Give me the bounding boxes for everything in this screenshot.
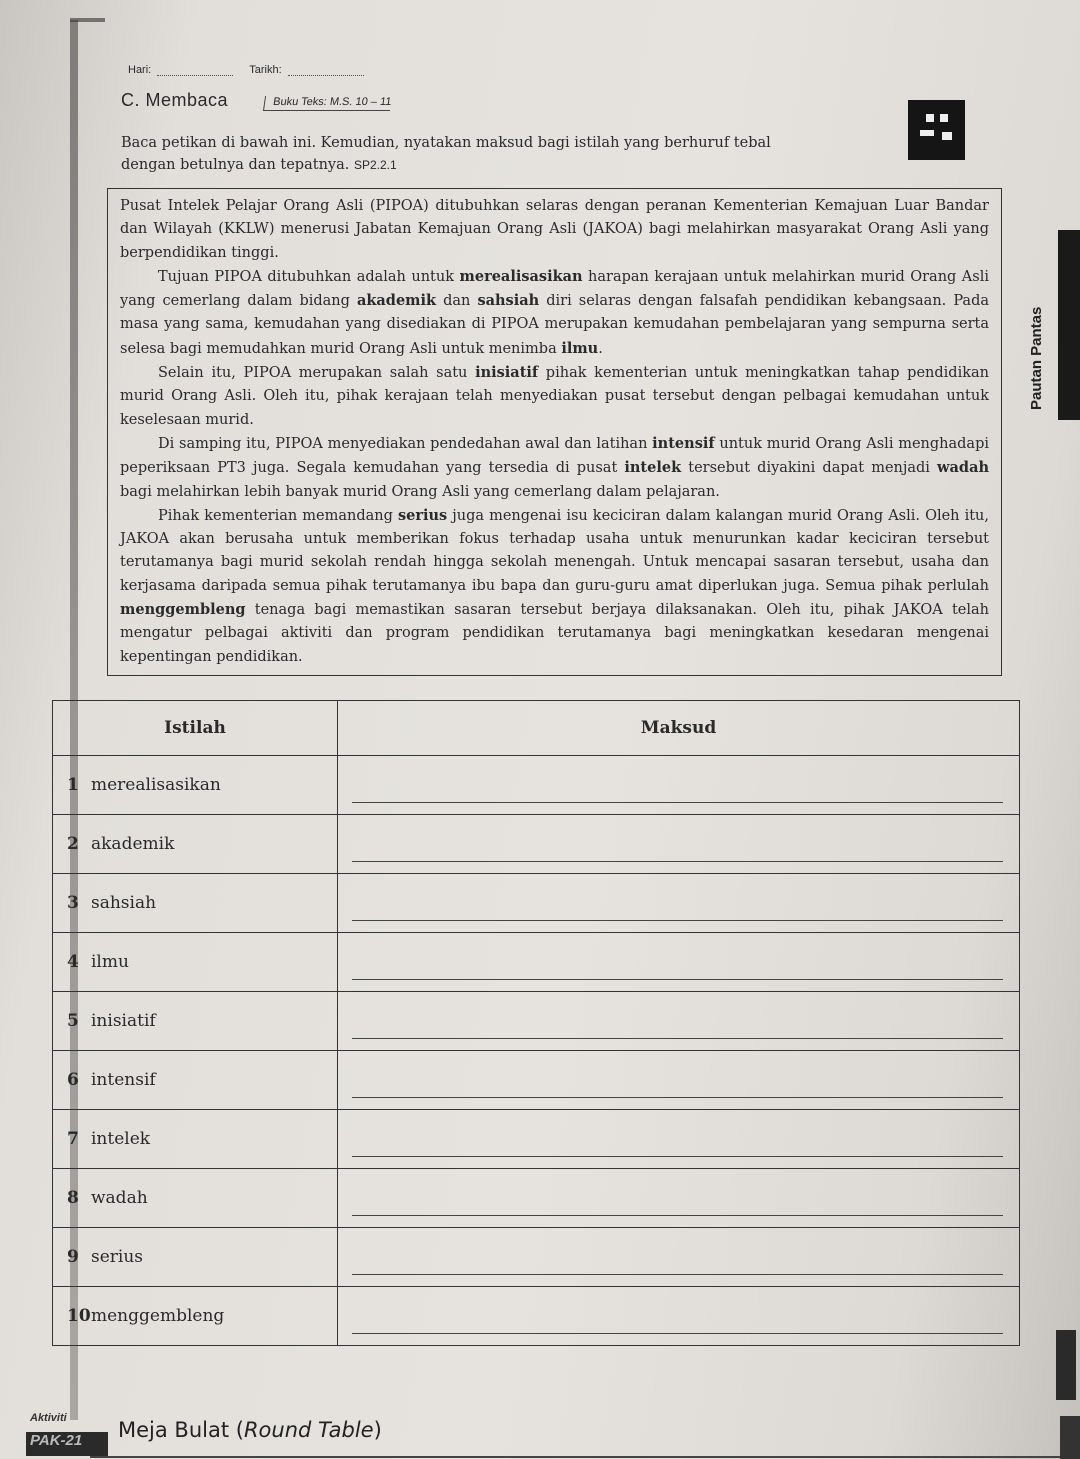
meaning-cell[interactable] [338, 815, 1020, 874]
table-row [53, 1228, 1020, 1287]
passage-paragraph: Tujuan PIPOA ditubuhkan adalah untuk merealisasikan harapan kerajaan untuk melahirkan murid Orang Asli yang cemerlang dalam bidang akademik dan sahsiah diri selaras dengan falsafah pendidikan kebangsaan. Pada masa yang sama, kemudahan yang disediakan di PIPOA merupakan kemudahan pembelajaran yang sempurna serta selesa bagi memudahkan murid Orang Asli untuk menimba ilmu. [120, 267, 989, 357]
bold-term: intensif [652, 434, 715, 452]
meaning-cell[interactable] [338, 1110, 1020, 1169]
passage-paragraph: Selain itu, PIPOA merupakan salah satu inisiatif pihak kementerian untuk meningkatkan tahap pendidikan murid Orang Asli. Oleh itu, pihak kerajaan telah menyediakan pusat tersebut dengan pelbagai kemudahan untuk keselesaan murid. [120, 364, 989, 428]
side-tab [1028, 230, 1058, 430]
meaning-cell[interactable] [338, 1287, 1020, 1346]
table-row [53, 992, 1020, 1051]
table-row [53, 874, 1020, 933]
answer-line [352, 1089, 1003, 1098]
bold-term: menggembleng [120, 601, 246, 619]
bold-term: wadah [937, 459, 990, 477]
bold-term: serius [397, 506, 448, 524]
bold-term: intelek [624, 459, 682, 477]
pak21-badge: PAK-21 [26, 1432, 108, 1456]
answer-line [352, 1207, 1003, 1216]
bold-term: merealisasikan [459, 267, 583, 285]
bold-term: akademik [356, 292, 437, 310]
table-row [53, 933, 1020, 992]
meaning-cell[interactable] [338, 1169, 1020, 1228]
term-cell: 5 inisiatif [53, 992, 338, 1051]
term-cell: 10menggembleng [53, 1287, 338, 1346]
hari-blank[interactable] [157, 64, 233, 76]
activity-title: Meja Bulat (Round Table) [118, 1418, 382, 1442]
answer-line [352, 1325, 1003, 1334]
bottom-rule [90, 1456, 1080, 1458]
table-row [53, 756, 1020, 815]
passage-paragraph: Di samping itu, PIPOA menyediakan pendedahan awal dan latihan intensif untuk murid Orang Asli menghadapi peperiksaan PT3 juga. Segala kemudahan yang tersedia di pusat intelek tersebut diyakini dapat menjadi wadah bagi melahirkan lebih banyak murid Orang Asli yang cemerlang dalam pelajaran. [120, 434, 990, 500]
table-row [53, 1110, 1020, 1169]
meaning-cell[interactable] [338, 756, 1020, 815]
meaning-cell[interactable] [338, 933, 1020, 992]
activity-label: Aktiviti [30, 1412, 67, 1424]
terms-table [52, 700, 1020, 1346]
side-tab-label: Pautan Pantas [1028, 306, 1045, 410]
instruction-part1: Baca petikan di bawah ini. Kemudian, nyatakan maksud bagi istilah yang berhuruf tebal [121, 135, 771, 151]
table-row [53, 1051, 1020, 1110]
term-cell: 8 wadah [53, 1169, 338, 1228]
answer-line [352, 1266, 1003, 1275]
answer-line [352, 971, 1003, 980]
answer-line [352, 1148, 1003, 1157]
term-cell: 7 intelek [53, 1110, 338, 1169]
section-title: C. Membaca [121, 90, 229, 110]
passage-paragraph: Pusat Intelek Pelajar Orang Asli (PIPOA) ditubuhkan selaras dengan peranan Kementerian Kemajuan Luar Bandar dan Wilayah (KKLW) menerusi Jabatan Kemajuan Orang Asli (JAKOA) bagi melahirkan masyarakat Orang Asli yang berpendidikan tinggi. [120, 198, 989, 261]
passage-paragraph: Pihak kementerian memandang serius juga mengenai isu keciciran dalam kalangan murid Orang Asli. Oleh itu, JAKOA akan berusaha untuk memberikan fokus terhadap usaha untuk menurunkan kadar keciciran tersebut terutamanya bagi murid sekolah rendah hingga sekolah menengah. Untuk mencapai sasaran tersebut, usaha dan kerjasama daripada semua pihak terutamanya ibu bapa dan guru-guru amat diperlukan juga. Semua pihak perlulah menggembleng tenaga bagi memastikan sasaran tersebut berjaya dilaksanakan. Oleh itu, pihak JAKOA telah mengatur pelbagai aktiviti dan program pendidikan terutamanya bagi meningkatkan kesedaran mengenai kepentingan pendidikan. [120, 506, 989, 665]
qr-code-icon [908, 100, 965, 160]
instruction-part2: dengan betulnya dan tepatnya. [121, 157, 350, 173]
table-row [53, 1287, 1020, 1346]
book-reference: Buku Teks: M.S. 10 – 11 [263, 96, 392, 111]
table-header-row [53, 701, 1020, 756]
bold-term: sahsiah [477, 292, 540, 310]
answer-line [352, 1030, 1003, 1039]
term-cell: 1 merealisasikan [53, 756, 338, 815]
side-tab-bottom [1040, 1330, 1080, 1400]
side-tab-bottom-strip [1056, 1330, 1076, 1400]
tarikh-label: Tarikh: [249, 64, 282, 76]
skill-code: SP2.2.1 [353, 158, 397, 172]
header-meaning: Maksud [338, 701, 1020, 756]
table-row [53, 1169, 1020, 1228]
term-cell: 3 sahsiah [53, 874, 338, 933]
bold-term: ilmu [561, 339, 599, 357]
date-row [128, 64, 374, 76]
meaning-cell[interactable] [338, 992, 1020, 1051]
header-term: Istilah [53, 701, 338, 756]
answer-line [352, 794, 1003, 803]
activity-badge [30, 1412, 83, 1449]
term-cell: 4 ilmu [53, 933, 338, 992]
meaning-cell[interactable] [338, 874, 1020, 933]
corner-block [1060, 1416, 1080, 1459]
meaning-cell[interactable] [338, 1228, 1020, 1287]
instruction-text [121, 132, 891, 176]
reading-passage [107, 188, 1002, 676]
hari-label: Hari: [128, 64, 152, 76]
term-cell: 9 serius [53, 1228, 338, 1287]
answer-line [352, 853, 1003, 862]
term-cell: 6 intensif [53, 1051, 338, 1110]
answer-line [352, 912, 1003, 921]
meaning-cell[interactable] [338, 1051, 1020, 1110]
corner-mark [70, 18, 105, 22]
bold-term: inisiatif [475, 364, 539, 382]
side-tab-strip [1058, 230, 1080, 420]
term-cell: 2 akademik [53, 815, 338, 874]
table-row [53, 815, 1020, 874]
tarikh-blank[interactable] [288, 64, 364, 76]
